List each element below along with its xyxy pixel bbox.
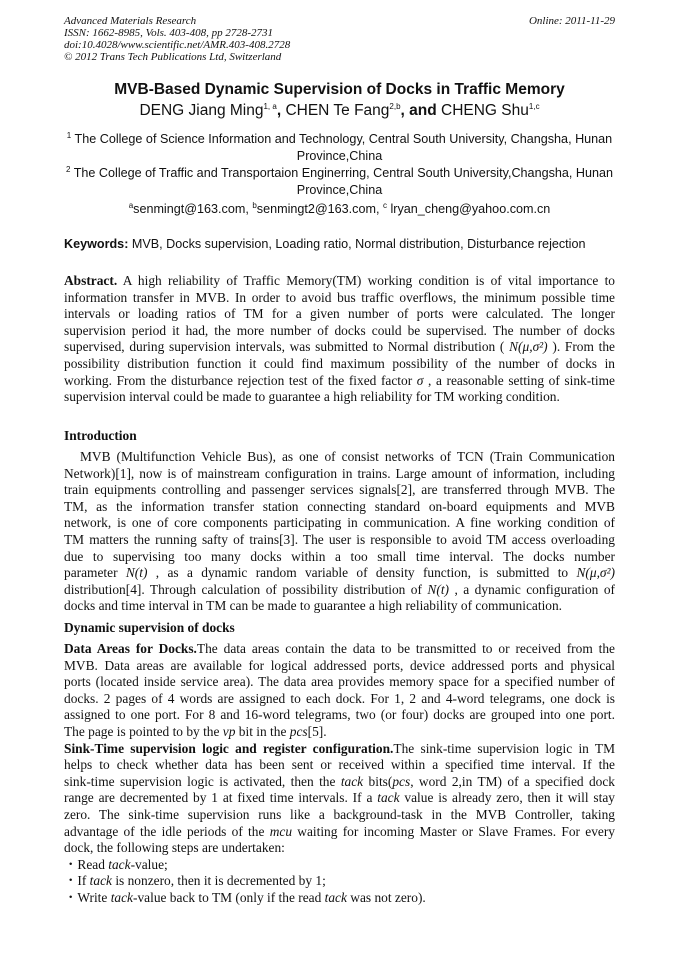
text-line bbox=[64, 273, 615, 290]
text-line bbox=[64, 658, 615, 675]
affiliation-text: Province,China bbox=[296, 182, 383, 197]
text-line bbox=[64, 339, 615, 356]
text-segment: TM matters the running safty of trains[3]. The user is responsible to avoid TM access overloading bbox=[64, 531, 615, 547]
text-line bbox=[64, 790, 615, 807]
italic-term: N(t) bbox=[427, 581, 449, 597]
run-in-heading: Abstract. bbox=[64, 273, 118, 288]
text-line bbox=[64, 582, 615, 599]
text-line bbox=[64, 449, 615, 466]
text-line bbox=[64, 873, 615, 890]
text-segment: ・If bbox=[64, 873, 90, 889]
keywords-text: MVB, Docks supervision, Loading ratio, Normal distribution, Disturbance rejection bbox=[128, 237, 586, 251]
text-segment: ・Write bbox=[64, 889, 111, 905]
affiliation-line bbox=[64, 182, 615, 199]
italic-term: tack bbox=[89, 873, 112, 889]
text-segment: waiting for incoming Master or Slave Frames. For every bbox=[292, 823, 615, 839]
italic-term: mcu bbox=[269, 823, 293, 839]
introduction-body bbox=[64, 449, 615, 615]
text-segment: , word 2,in TM) of a specified dock bbox=[410, 773, 615, 789]
text-line bbox=[64, 323, 615, 340]
keywords-label: Keywords: bbox=[64, 237, 129, 251]
email-sup: a bbox=[128, 200, 134, 210]
text-line bbox=[64, 641, 615, 658]
text-segment: sink-time supervision logic is activated, then the bbox=[64, 773, 341, 789]
text-segment: The page is pointed to by the bbox=[64, 723, 223, 739]
text-segment: TM, as the information transfer station connecting standard on-board equipments and MVB bbox=[64, 498, 615, 514]
text-segment: possibility distribution function it could find maximum possibility of the number of docks in bbox=[64, 355, 615, 371]
text-segment: A high reliability of Traffic Memory(TM) working condition is of vital importance to bbox=[117, 273, 615, 288]
text-segment: working. From the disturbance rejection test of the fixed factor bbox=[64, 372, 417, 388]
italic-term: tack bbox=[110, 889, 133, 905]
text-segment: supervision period it had, the more number of docks could be supervised. The number of docks bbox=[64, 322, 615, 338]
text-segment: dock, the following steps are undertaken: bbox=[64, 840, 285, 856]
text-segment: , a dynamic configuration of bbox=[449, 581, 615, 597]
italic-term: N(μ,σ²) bbox=[576, 565, 615, 581]
text-segment: Network)[1], now is of mainstream configuration in trains. Large amount of information, including bbox=[64, 465, 615, 481]
text-line bbox=[64, 757, 615, 774]
text-segment: zero. The sink-time supervision runs like a background-task in the MVB Controller, taking bbox=[64, 806, 615, 822]
author-separator: , bbox=[276, 102, 286, 119]
email: senmingt2@163.com, bbox=[256, 202, 383, 216]
text-segment: range are decremented by 1 at fixed time intervals. If a bbox=[64, 790, 378, 806]
affiliations bbox=[64, 131, 615, 198]
text-line bbox=[64, 674, 615, 691]
text-line bbox=[64, 724, 615, 741]
author-sup: 1,c bbox=[528, 101, 540, 111]
text-segment: ports (located inside service area). The data area provides memory space for a specified number of bbox=[64, 674, 615, 690]
italic-term: pcs bbox=[392, 773, 411, 789]
italic-term: N(μ,σ²) bbox=[509, 339, 548, 355]
email-sup: b bbox=[252, 200, 257, 210]
text-segment: is nonzero, then it is decremented by 1; bbox=[111, 873, 326, 889]
text-segment: bit in the bbox=[235, 723, 290, 739]
copyright: © 2012 Trans Tech Publications Ltd, Switzerland bbox=[64, 51, 282, 63]
text-segment: MVB (Multifunction Vehicle Bus), as one of consist networks of TCN (Train Communication bbox=[80, 449, 615, 464]
text-segment: supervision interval could be made to guarantee a high reliability for TM working condition. bbox=[64, 389, 560, 405]
emails bbox=[64, 202, 615, 216]
email-sup: c bbox=[382, 200, 387, 210]
text-segment: , as a dynamic random variable of density function, is submitted to bbox=[147, 565, 577, 581]
text-segment: docks. 2 pages of 4 words are assigned to each dock. For 1, 2 and 4-word telegrams, one dock is bbox=[64, 690, 615, 706]
doi: doi:10.4028/www.scientific.net/AMR.403-408.2728 bbox=[64, 39, 291, 51]
author-name: CHEN Te Fang bbox=[285, 102, 390, 119]
text-line bbox=[64, 290, 615, 307]
text-segment: distribution[4]. Through calculation of possibility distribution of bbox=[64, 581, 428, 597]
affiliation-sup: 1 bbox=[66, 130, 72, 140]
affiliation-text: The College of Science Information and Technology, Central South University, Changsha, Hunan bbox=[74, 132, 613, 146]
journal-name: Advanced Materials Research bbox=[64, 15, 197, 27]
text-line bbox=[64, 824, 615, 841]
text-line bbox=[64, 515, 615, 532]
text-segment: MVB. Data areas are available for logical addressed ports, device addressed ports and physical bbox=[64, 657, 615, 673]
italic-term: tack bbox=[377, 790, 400, 806]
affiliation-line bbox=[64, 148, 615, 165]
text-line bbox=[64, 482, 615, 499]
authors bbox=[64, 102, 615, 120]
run-in-heading: Sink-Time supervision logic and register configuration. bbox=[64, 740, 394, 756]
author-name: DENG Jiang Ming bbox=[139, 102, 264, 119]
affiliation bbox=[64, 165, 615, 198]
italic-term: tack bbox=[340, 773, 364, 789]
text-segment: parameter bbox=[64, 565, 126, 581]
author-sup: 2,b bbox=[389, 101, 401, 111]
text-segment: advantage of the idle periods of the bbox=[64, 823, 270, 839]
italic-term: N(t) bbox=[125, 565, 148, 581]
text-segment: -value back to TM (only if the read bbox=[133, 889, 325, 905]
text-segment: helps to check whether data has been sent or received within a specified time interval. If the bbox=[64, 757, 615, 773]
affiliation-text: The College of Traffic and Transportaion Enginerring, Central South University,Changsha, Hunan bbox=[73, 166, 613, 180]
author-separator: , and bbox=[400, 102, 442, 119]
text-segment: docks and time interval in TM can be made to guarantee a high reliability of communication. bbox=[64, 598, 563, 614]
text-line bbox=[64, 356, 615, 373]
text-line bbox=[64, 807, 615, 824]
text-line bbox=[64, 466, 615, 483]
affiliation-line bbox=[64, 165, 615, 182]
run-in-heading: Data Areas for Docks. bbox=[64, 641, 197, 656]
email: lryan_cheng@yahoo.com.cn bbox=[386, 202, 551, 216]
italic-term: tack bbox=[324, 889, 347, 905]
text-segment: information transfer in MVB. In order to avoid bus traffic overflows, the minimum possible time bbox=[64, 289, 615, 305]
introduction-heading: Introduction bbox=[64, 428, 137, 443]
text-segment: supervised, during supervision intervals, was submitted to Normal distribution ( bbox=[64, 339, 510, 355]
keywords bbox=[64, 237, 615, 251]
text-segment: network, is one of core components participating in communication. A fine working condition of bbox=[64, 515, 615, 531]
issn: ISSN: 1662-8985, Vols. 403-408, pp 2728-2731 bbox=[64, 27, 273, 39]
abstract bbox=[64, 273, 615, 406]
italic-term: tack bbox=[108, 856, 131, 872]
affiliation bbox=[64, 131, 615, 164]
text-segment: The sink-time supervision logic in TM bbox=[393, 740, 615, 756]
italic-term: σ bbox=[416, 372, 424, 388]
text-line bbox=[64, 890, 615, 907]
text-segment: ・Read bbox=[64, 856, 109, 872]
italic-term: pcs bbox=[289, 723, 308, 739]
text-line bbox=[64, 857, 615, 874]
text-segment: ). From the bbox=[547, 339, 615, 355]
text-segment: train equipments controlling and passenger services signals[2], are transferred through MVB. The bbox=[64, 482, 615, 498]
text-line bbox=[64, 549, 615, 566]
affiliation-text: Province,China bbox=[296, 148, 383, 163]
text-segment: was not zero). bbox=[346, 889, 426, 905]
paper-title: MVB-Based Dynamic Supervision of Docks in Traffic Memory bbox=[114, 81, 565, 98]
text-line bbox=[64, 691, 615, 708]
text-line bbox=[64, 306, 615, 323]
dynamic-body bbox=[64, 641, 615, 907]
text-line bbox=[64, 707, 615, 724]
text-segment: The data areas contain the data to be transmitted to or received from the bbox=[196, 641, 615, 656]
text-line bbox=[64, 389, 615, 406]
text-line bbox=[64, 598, 615, 615]
affiliation-sup: 2 bbox=[65, 164, 71, 174]
text-segment: , a reasonable setting of sink-time bbox=[423, 372, 615, 388]
text-line bbox=[64, 565, 615, 582]
text-segment: intervals or loading ratios of TM for a given number of ports were calculated. The longer bbox=[64, 306, 615, 322]
text-segment: due to supervising too many docks within a too small time interval. The docks number bbox=[64, 548, 615, 564]
dynamic-heading: Dynamic supervision of docks bbox=[64, 620, 235, 635]
text-segment: bits( bbox=[363, 773, 393, 789]
affiliation-line bbox=[64, 131, 615, 148]
text-segment: [5]. bbox=[307, 723, 327, 739]
text-line bbox=[64, 499, 615, 516]
text-segment: -value; bbox=[130, 856, 168, 872]
text-line bbox=[64, 532, 615, 549]
text-segment: value is already zero, then it will stay bbox=[399, 790, 615, 806]
online-date: Online: 2011-11-29 bbox=[528, 15, 615, 27]
text-line bbox=[64, 741, 615, 758]
author-sup: 1, a bbox=[263, 101, 277, 111]
author-name: CHENG Shu bbox=[441, 102, 529, 119]
text-line bbox=[64, 774, 615, 791]
text-line bbox=[64, 840, 615, 857]
email: senmingt@163.com, bbox=[133, 202, 253, 216]
italic-term: vp bbox=[222, 723, 236, 739]
text-line bbox=[64, 373, 615, 390]
text-segment: assigned to one port. For 8 and 16-word telegrams, two (or four) docks are grouped into one port. bbox=[64, 707, 615, 723]
